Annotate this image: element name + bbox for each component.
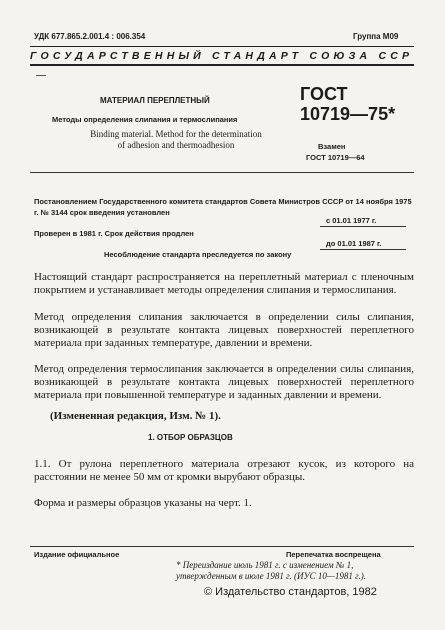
copyright: © Издательство стандартов, 1982	[204, 586, 377, 598]
udk-code: УДК 677.865.2.001.4 : 006.354	[34, 32, 146, 41]
english-title-line1: Binding material. Method for the determination	[90, 129, 262, 139]
bottom-rule	[30, 546, 414, 547]
middle-rule	[30, 172, 414, 173]
date-to-underline	[320, 249, 406, 250]
official-edition: Издание официальное	[34, 550, 120, 559]
top-rule-thick	[30, 64, 414, 66]
english-title	[86, 129, 266, 151]
paragraph-figure-ref: Форма и размеры образцов указаны на черт. 1.	[34, 497, 252, 509]
gost-label: ГОСТ	[300, 84, 348, 104]
violation-notice: Несоблюдение стандарта преследуется по закону	[104, 250, 292, 259]
decree-text: Постановлением Государственного комитета стандартов Совета Министров СССР от 14 ноября 1975 г. № 3144 срок введения установлен	[34, 197, 412, 217]
date-from: с 01.01 1977 г.	[326, 216, 377, 225]
reissue-line2: утвержденным в июле 1981 г. (ИУС 10—1981 г.).	[176, 571, 366, 581]
standard-title: ГОСУДАРСТВЕННЫЙ СТАНДАРТ СОЮЗА ССР	[30, 50, 414, 62]
replaces-label: Взамен	[318, 142, 346, 151]
date-from-underline	[320, 226, 406, 227]
group-code: Группа М09	[353, 32, 399, 41]
date-to: до 01.01 1987 г.	[326, 239, 382, 248]
extended-text: Проверен в 1981 г. Срок действия продлен	[34, 229, 194, 238]
top-rule	[30, 46, 414, 47]
material-title: МАТЕРИАЛ ПЕРЕПЛЕТНЫЙ	[100, 96, 210, 105]
replaces-number: ГОСТ 10719—64	[306, 153, 365, 162]
amendment-note: (Измененная редакция, Изм. № 1).	[50, 410, 221, 422]
paragraph-1-1: 1.1. От рулона переплетного материала отрезают кусок, из которого на расстоянии не менее 50 мм от кромки вырубают образцы.	[34, 458, 414, 483]
english-title-line2: of adhesion and thermoadhesion	[117, 140, 235, 150]
paragraph-scope: Настоящий стандарт распространяется на переплетный материал с пленочным покрытием и устанавливает методы определения слипания и термослипания.	[34, 271, 414, 296]
reprint-prohibited: Перепечатка воспрещена	[286, 550, 381, 559]
dash-mark	[36, 75, 46, 76]
section-1-title: 1. ОТБОР ОБРАЗЦОВ	[148, 433, 233, 442]
paragraph-thermoadhesion-method: Метод определения термослипания заключается в определении силы слипания, возникающей в результате контакта лицевых поверхностей переплетного материала при повышенной температуре и заданных давлении и времени.	[34, 363, 414, 401]
reissue-note	[176, 560, 412, 582]
gost-number: 10719—75*	[300, 104, 396, 124]
reissue-line1: * Переиздание июль 1981 г. с изменением № 1,	[176, 560, 354, 570]
paragraph-adhesion-method: Метод определения слипания заключается в определении силы слипания, возникающей в результате контакта лицевых поверхностей переплетного материала при заданных температуре, давлении и времени.	[34, 311, 414, 349]
methods-title: Методы определения слипания и термослипания	[52, 115, 238, 124]
